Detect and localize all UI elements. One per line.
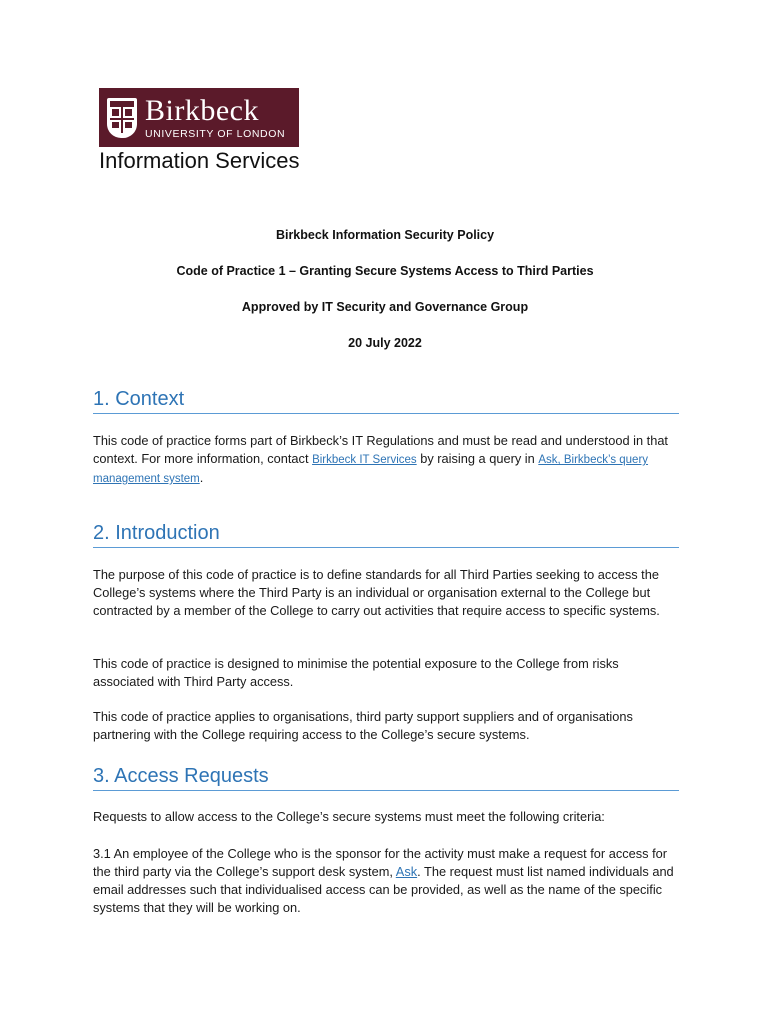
ask-system-link[interactable]: Ask, Birkbeck’s query management system <box>93 454 649 485</box>
crest-icon <box>107 98 137 138</box>
policy-date: 20 July 2022 <box>348 336 422 350</box>
birkbeck-logo <box>99 88 299 147</box>
department-title: Information Services <box>99 148 300 173</box>
logo-name: Birkbeck <box>145 93 259 127</box>
approval-line: Approved by IT Security and Governance Group <box>241 300 529 314</box>
policy-title: Birkbeck Information Security Policy <box>275 228 495 242</box>
heading-context: 1. Context <box>93 387 679 414</box>
birkbeck-it-services-link[interactable]: Birkbeck IT Services <box>312 454 417 466</box>
intro-paragraph-2: This code of practice is designed to minimise the potential exposure to the College from risks associated with Third Party access. <box>93 656 619 689</box>
intro-paragraph-1: The purpose of this code of practice is to define standards for all Third Parties seeking to access the College’s systems where the Third Party is an individual or organisation external to the College but contracted by a member of the College to carry out activities that require access to specific systems. <box>93 567 660 618</box>
access-text-a: 3.1 An employee of the College who is the sponsor for the activity must make a request for access for the third party via the College’s support desk system, <box>93 846 668 879</box>
title-block <box>0 226 770 370</box>
code-title: Code of Practice 1 – Granting Secure Systems Access to Third Parties <box>176 264 594 278</box>
ask-link[interactable]: Ask <box>395 864 418 879</box>
intro-paragraph-3: This code of practice applies to organisations, third party support suppliers and of organisations partnering with the College requiring access to the College’s secure systems. <box>93 709 633 742</box>
access-text-b: . The request must list named individuals and email addresses such that individualised access can be provided, as well as the name of the specific systems that they will be working on. <box>93 864 674 915</box>
logo-subtitle: UNIVERSITY OF LONDON <box>145 127 286 140</box>
heading-access-requests: 3. Access Requests <box>93 764 679 791</box>
context-paragraph <box>93 432 679 488</box>
context-text-b: by raising a query in <box>416 451 539 466</box>
context-text-c: . <box>199 470 204 485</box>
context-text-a: This code of practice forms part of Birkbeck’s IT Regulations and must be read and understood in that context. For more information, contact <box>93 433 668 466</box>
access-paragraph-1: Requests to allow access to the College’s secure systems must meet the following criteria: <box>93 809 605 824</box>
access-paragraph-2 <box>93 845 679 917</box>
heading-introduction: 2. Introduction <box>93 521 679 548</box>
